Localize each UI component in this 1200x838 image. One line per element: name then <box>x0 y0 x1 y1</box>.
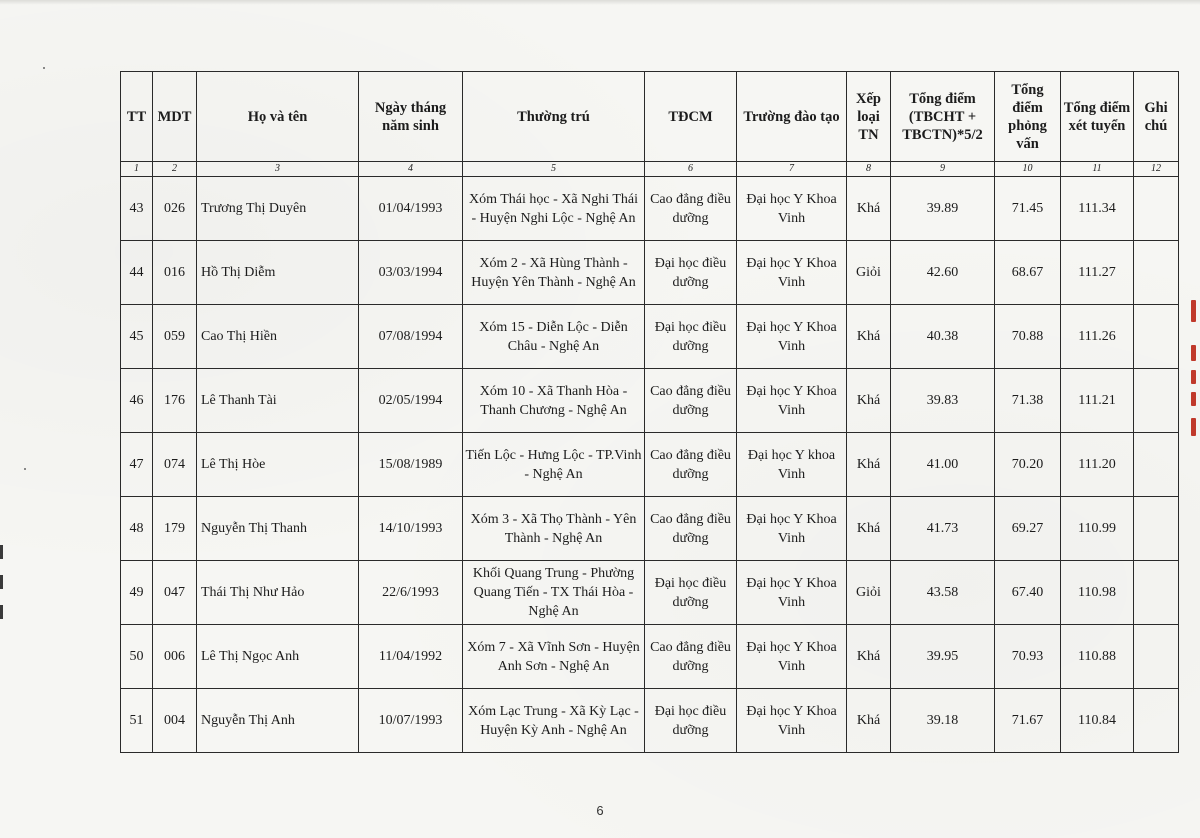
score-final-cell: 110.84 <box>1061 689 1134 753</box>
address-cell: Xóm 3 - Xã Thọ Thành - Yên Thành - Nghệ An <box>463 497 645 561</box>
rank-cell: Khá <box>847 369 891 433</box>
name-cell: Thái Thị Như Hảo <box>197 561 359 625</box>
score-final-cell: 110.88 <box>1061 625 1134 689</box>
table-row <box>121 433 1179 497</box>
column-index-cell: 7 <box>737 162 847 177</box>
header-tt: TT <box>121 72 153 162</box>
school-cell: Đại học Y Khoa Vinh <box>737 625 847 689</box>
table-row <box>121 177 1179 241</box>
score-final-cell: 111.27 <box>1061 241 1134 305</box>
tt-cell: 48 <box>121 497 153 561</box>
score-interview-cell: 71.45 <box>995 177 1061 241</box>
header-score-total: Tổng điểm (TBCHT + TBCTN)*5/2 <box>891 72 995 162</box>
tdcm-cell: Cao đẳng điều dưỡng <box>645 177 737 241</box>
name-cell: Cao Thị Hiền <box>197 305 359 369</box>
name-cell: Lê Thanh Tài <box>197 369 359 433</box>
red-stamp-fragment <box>1191 370 1196 384</box>
address-cell: Xóm 2 - Xã Hùng Thành - Huyện Yên Thành - Nghệ An <box>463 241 645 305</box>
candidate-results-table <box>120 71 1179 753</box>
rank-cell: Khá <box>847 689 891 753</box>
tt-cell: 47 <box>121 433 153 497</box>
rank-cell: Giỏi <box>847 561 891 625</box>
binding-mark <box>0 575 3 589</box>
header-name: Họ và tên <box>197 72 359 162</box>
address-cell: Xóm Lạc Trung - Xã Kỳ Lạc - Huyện Kỳ Anh - Nghệ An <box>463 689 645 753</box>
tt-cell: 43 <box>121 177 153 241</box>
note-cell <box>1134 561 1179 625</box>
score-final-cell: 111.34 <box>1061 177 1134 241</box>
mdt-cell: 026 <box>153 177 197 241</box>
dob-cell: 10/07/1993 <box>359 689 463 753</box>
tdcm-cell: Đại học điều dưỡng <box>645 561 737 625</box>
school-cell: Đại học Y Khoa Vinh <box>737 241 847 305</box>
note-cell <box>1134 177 1179 241</box>
note-cell <box>1134 433 1179 497</box>
mdt-cell: 006 <box>153 625 197 689</box>
score-total-cell: 41.00 <box>891 433 995 497</box>
note-cell <box>1134 241 1179 305</box>
score-final-cell: 111.26 <box>1061 305 1134 369</box>
address-cell: Xóm 15 - Diễn Lộc - Diễn Châu - Nghệ An <box>463 305 645 369</box>
tt-cell: 49 <box>121 561 153 625</box>
score-total-cell: 39.18 <box>891 689 995 753</box>
score-interview-cell: 70.93 <box>995 625 1061 689</box>
address-cell: Khối Quang Trung - Phường Quang Tiến - TX Thái Hòa - Nghệ An <box>463 561 645 625</box>
score-final-cell: 111.21 <box>1061 369 1134 433</box>
score-total-cell: 39.83 <box>891 369 995 433</box>
score-final-cell: 110.98 <box>1061 561 1134 625</box>
scan-edge-strip <box>0 0 1200 5</box>
school-cell: Đại học Y Khoa Vinh <box>737 177 847 241</box>
tt-cell: 44 <box>121 241 153 305</box>
column-index-cell: 3 <box>197 162 359 177</box>
dob-cell: 01/04/1993 <box>359 177 463 241</box>
header-mdt: MDT <box>153 72 197 162</box>
tt-cell: 50 <box>121 625 153 689</box>
score-total-cell: 40.38 <box>891 305 995 369</box>
score-interview-cell: 69.27 <box>995 497 1061 561</box>
tt-cell: 46 <box>121 369 153 433</box>
binding-mark <box>0 605 3 619</box>
red-stamp-fragment <box>1191 392 1196 406</box>
table-row <box>121 625 1179 689</box>
red-stamp-fragment <box>1191 418 1196 436</box>
column-index-cell: 5 <box>463 162 645 177</box>
score-interview-cell: 70.20 <box>995 433 1061 497</box>
header-dob: Ngày tháng năm sinh <box>359 72 463 162</box>
mdt-cell: 004 <box>153 689 197 753</box>
column-index-row <box>121 162 1179 177</box>
table-row <box>121 497 1179 561</box>
name-cell: Nguyễn Thị Anh <box>197 689 359 753</box>
table-row <box>121 561 1179 625</box>
rank-cell: Khá <box>847 305 891 369</box>
name-cell: Nguyễn Thị Thanh <box>197 497 359 561</box>
score-interview-cell: 68.67 <box>995 241 1061 305</box>
header-note: Ghi chú <box>1134 72 1179 162</box>
name-cell: Hồ Thị Diễm <box>197 241 359 305</box>
school-cell: Đại học Y Khoa Vinh <box>737 497 847 561</box>
column-index-cell: 8 <box>847 162 891 177</box>
red-stamp-fragment <box>1191 300 1196 322</box>
red-stamp-fragment <box>1191 345 1196 361</box>
mdt-cell: 179 <box>153 497 197 561</box>
school-cell: Đại học Y Khoa Vinh <box>737 561 847 625</box>
rank-cell: Khá <box>847 625 891 689</box>
score-final-cell: 110.99 <box>1061 497 1134 561</box>
note-cell <box>1134 689 1179 753</box>
column-index-cell: 6 <box>645 162 737 177</box>
note-cell <box>1134 305 1179 369</box>
column-index-cell: 2 <box>153 162 197 177</box>
table-header-row <box>121 72 1179 162</box>
binding-mark <box>0 545 3 559</box>
column-index-cell: 11 <box>1061 162 1134 177</box>
address-cell: Xóm 7 - Xã Vĩnh Sơn - Huyện Anh Sơn - Nghệ An <box>463 625 645 689</box>
table-row <box>121 241 1179 305</box>
tdcm-cell: Đại học điều dưỡng <box>645 689 737 753</box>
school-cell: Đại học Y Khoa Vinh <box>737 369 847 433</box>
dob-cell: 07/08/1994 <box>359 305 463 369</box>
tdcm-cell: Cao đẳng điều dưỡng <box>645 433 737 497</box>
scan-speck <box>24 468 26 470</box>
note-cell <box>1134 497 1179 561</box>
score-interview-cell: 70.88 <box>995 305 1061 369</box>
tdcm-cell: Cao đẳng điều dưỡng <box>645 625 737 689</box>
score-total-cell: 39.95 <box>891 625 995 689</box>
tdcm-cell: Đại học điều dưỡng <box>645 305 737 369</box>
column-index-cell: 10 <box>995 162 1061 177</box>
header-tdcm: TĐCM <box>645 72 737 162</box>
name-cell: Lê Thị Hòe <box>197 433 359 497</box>
table-row <box>121 369 1179 433</box>
scan-speck <box>43 67 45 69</box>
table-row <box>121 305 1179 369</box>
dob-cell: 02/05/1994 <box>359 369 463 433</box>
dob-cell: 14/10/1993 <box>359 497 463 561</box>
name-cell: Lê Thị Ngọc Anh <box>197 625 359 689</box>
column-index-cell: 4 <box>359 162 463 177</box>
score-interview-cell: 71.38 <box>995 369 1061 433</box>
score-total-cell: 41.73 <box>891 497 995 561</box>
table-body <box>121 177 1179 753</box>
tdcm-cell: Cao đẳng điều dưỡng <box>645 369 737 433</box>
column-index-cell: 1 <box>121 162 153 177</box>
column-index-cell: 12 <box>1134 162 1179 177</box>
score-total-cell: 43.58 <box>891 561 995 625</box>
tdcm-cell: Đại học điều dưỡng <box>645 241 737 305</box>
rank-cell: Khá <box>847 433 891 497</box>
rank-cell: Khá <box>847 497 891 561</box>
note-cell <box>1134 369 1179 433</box>
header-score-final: Tổng điểm xét tuyển <box>1061 72 1134 162</box>
tdcm-cell: Cao đẳng điều dưỡng <box>645 497 737 561</box>
tt-cell: 45 <box>121 305 153 369</box>
rank-cell: Khá <box>847 177 891 241</box>
rank-cell: Giỏi <box>847 241 891 305</box>
score-total-cell: 42.60 <box>891 241 995 305</box>
table-row <box>121 689 1179 753</box>
name-cell: Trương Thị Duyên <box>197 177 359 241</box>
address-cell: Xóm Thái học - Xã Nghi Thái - Huyện Nghi Lộc - Nghệ An <box>463 177 645 241</box>
tt-cell: 51 <box>121 689 153 753</box>
mdt-cell: 047 <box>153 561 197 625</box>
score-interview-cell: 71.67 <box>995 689 1061 753</box>
school-cell: Đại học Y Khoa Vinh <box>737 689 847 753</box>
dob-cell: 03/03/1994 <box>359 241 463 305</box>
mdt-cell: 176 <box>153 369 197 433</box>
note-cell <box>1134 625 1179 689</box>
page-number: 6 <box>596 803 604 818</box>
score-final-cell: 111.20 <box>1061 433 1134 497</box>
header-address: Thường trú <box>463 72 645 162</box>
score-interview-cell: 67.40 <box>995 561 1061 625</box>
header-school: Trường đào tạo <box>737 72 847 162</box>
dob-cell: 11/04/1992 <box>359 625 463 689</box>
dob-cell: 15/08/1989 <box>359 433 463 497</box>
dob-cell: 22/6/1993 <box>359 561 463 625</box>
school-cell: Đại học Y Khoa Vinh <box>737 305 847 369</box>
mdt-cell: 016 <box>153 241 197 305</box>
address-cell: Xóm 10 - Xã Thanh Hòa - Thanh Chương - Nghệ An <box>463 369 645 433</box>
header-rank: Xếp loại TN <box>847 72 891 162</box>
school-cell: Đại học Y khoa Vinh <box>737 433 847 497</box>
mdt-cell: 074 <box>153 433 197 497</box>
header-score-interview: Tổng điểm phỏng vấn <box>995 72 1061 162</box>
score-total-cell: 39.89 <box>891 177 995 241</box>
column-index-cell: 9 <box>891 162 995 177</box>
address-cell: Tiến Lộc - Hưng Lộc - TP.Vinh - Nghệ An <box>463 433 645 497</box>
mdt-cell: 059 <box>153 305 197 369</box>
